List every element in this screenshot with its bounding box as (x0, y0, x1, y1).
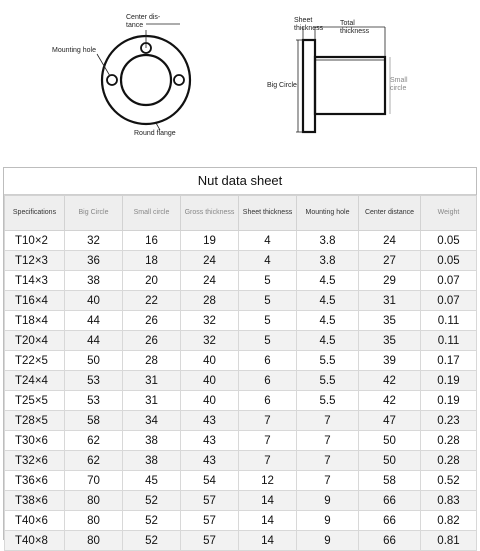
technical-drawings (0, 0, 480, 165)
spec-cell: T16×4 (5, 291, 65, 311)
value-cell: 0.11 (421, 311, 477, 331)
value-cell: 31 (359, 291, 421, 311)
value-cell: 4 (239, 251, 297, 271)
table-row (5, 511, 477, 531)
sheet-thickness-label: Sheet thickness (294, 17, 324, 32)
value-cell: 0.11 (421, 331, 477, 351)
sheet-title: Nut data sheet (4, 168, 476, 195)
value-cell: 32 (181, 331, 239, 351)
value-cell: 0.23 (421, 411, 477, 431)
value-cell: 7 (297, 471, 359, 491)
column-header: Big Circle (65, 196, 123, 231)
value-cell: 52 (123, 531, 181, 551)
table-row (5, 431, 477, 451)
spec-cell: T40×8 (5, 531, 65, 551)
value-cell: 4.5 (297, 331, 359, 351)
spec-cell: T32×6 (5, 451, 65, 471)
value-cell: 7 (297, 411, 359, 431)
table-row (5, 251, 477, 271)
value-cell: 27 (359, 251, 421, 271)
value-cell: 50 (359, 451, 421, 471)
center-distance-label: Center dis- tance (126, 14, 161, 29)
column-header: Mounting hole (297, 196, 359, 231)
value-cell: 43 (181, 451, 239, 471)
value-cell: 26 (123, 311, 181, 331)
value-cell: 5 (239, 311, 297, 331)
value-cell: 0.05 (421, 251, 477, 271)
value-cell: 53 (65, 391, 123, 411)
value-cell: 32 (65, 231, 123, 251)
mounting-hole-label: Mounting hole (52, 47, 96, 54)
nut-data-table (4, 195, 477, 551)
value-cell: 5 (239, 331, 297, 351)
total-thickness-label: Total thickness (340, 20, 370, 35)
front-view (97, 24, 190, 130)
mounting-hole-right (174, 75, 184, 85)
value-cell: 36 (65, 251, 123, 271)
round-flange-label: Round flange (134, 130, 176, 137)
spec-cell: T25×5 (5, 391, 65, 411)
spec-cell: T18×4 (5, 311, 65, 331)
value-cell: 0.19 (421, 371, 477, 391)
value-cell: 40 (181, 391, 239, 411)
value-cell: 43 (181, 431, 239, 451)
flange-body (315, 57, 385, 114)
flange-diagram-svg (0, 0, 480, 165)
value-cell: 0.17 (421, 351, 477, 371)
inner-bore-circle (121, 55, 171, 105)
mounting-hole-left (107, 75, 117, 85)
flange-plate (303, 40, 315, 132)
round-flange-leader (156, 123, 160, 130)
value-cell: 14 (239, 491, 297, 511)
value-cell: 14 (239, 531, 297, 551)
value-cell: 5.5 (297, 351, 359, 371)
value-cell: 0.28 (421, 451, 477, 471)
table-row (5, 471, 477, 491)
value-cell: 7 (239, 411, 297, 431)
value-cell: 0.07 (421, 271, 477, 291)
table-row (5, 271, 477, 291)
value-cell: 5 (239, 291, 297, 311)
value-cell: 22 (123, 291, 181, 311)
table-row (5, 451, 477, 471)
value-cell: 62 (65, 451, 123, 471)
value-cell: 42 (359, 391, 421, 411)
column-header: Weight (421, 196, 477, 231)
spec-cell: T24×4 (5, 371, 65, 391)
value-cell: 40 (65, 291, 123, 311)
table-row (5, 491, 477, 511)
spec-cell: T30×6 (5, 431, 65, 451)
value-cell: 57 (181, 491, 239, 511)
value-cell: 57 (181, 531, 239, 551)
spec-cell: T40×6 (5, 511, 65, 531)
value-cell: 0.28 (421, 431, 477, 451)
value-cell: 4.5 (297, 291, 359, 311)
table-row (5, 371, 477, 391)
value-cell: 0.81 (421, 531, 477, 551)
value-cell: 38 (123, 451, 181, 471)
column-header: Specifications (5, 196, 65, 231)
value-cell: 28 (181, 291, 239, 311)
value-cell: 43 (181, 411, 239, 431)
spec-cell: T12×3 (5, 251, 65, 271)
value-cell: 6 (239, 351, 297, 371)
value-cell: 24 (181, 271, 239, 291)
value-cell: 7 (297, 431, 359, 451)
value-cell: 0.19 (421, 391, 477, 411)
value-cell: 58 (359, 471, 421, 491)
spec-cell: T22×5 (5, 351, 65, 371)
nut-data-sheet (3, 167, 477, 547)
small-circle-label: Small circle (390, 77, 408, 92)
table-row (5, 531, 477, 551)
value-cell: 38 (123, 431, 181, 451)
spec-cell: T36×6 (5, 471, 65, 491)
value-cell: 24 (181, 251, 239, 271)
value-cell: 3.8 (297, 251, 359, 271)
value-cell: 66 (359, 531, 421, 551)
table-header-row (5, 196, 477, 231)
table-body (5, 231, 477, 551)
value-cell: 19 (181, 231, 239, 251)
value-cell: 80 (65, 531, 123, 551)
value-cell: 12 (239, 471, 297, 491)
value-cell: 9 (297, 531, 359, 551)
table-row (5, 331, 477, 351)
value-cell: 31 (123, 371, 181, 391)
column-header: Sheet thickness (239, 196, 297, 231)
value-cell: 54 (181, 471, 239, 491)
table-row (5, 231, 477, 251)
column-header: Small circle (123, 196, 181, 231)
value-cell: 16 (123, 231, 181, 251)
spec-cell: T14×3 (5, 271, 65, 291)
value-cell: 57 (181, 511, 239, 531)
value-cell: 26 (123, 331, 181, 351)
column-header: Gross thickness (181, 196, 239, 231)
value-cell: 66 (359, 491, 421, 511)
value-cell: 7 (239, 431, 297, 451)
column-header: Center distance (359, 196, 421, 231)
spec-cell: T10×2 (5, 231, 65, 251)
value-cell: 4 (239, 231, 297, 251)
value-cell: 62 (65, 431, 123, 451)
value-cell: 38 (65, 271, 123, 291)
value-cell: 52 (123, 511, 181, 531)
table-row (5, 411, 477, 431)
value-cell: 14 (239, 511, 297, 531)
value-cell: 0.07 (421, 291, 477, 311)
value-cell: 52 (123, 491, 181, 511)
value-cell: 40 (181, 351, 239, 371)
value-cell: 35 (359, 331, 421, 351)
value-cell: 6 (239, 391, 297, 411)
value-cell: 45 (123, 471, 181, 491)
value-cell: 58 (65, 411, 123, 431)
value-cell: 40 (181, 371, 239, 391)
value-cell: 34 (123, 411, 181, 431)
table-row (5, 391, 477, 411)
spec-cell: T20×4 (5, 331, 65, 351)
value-cell: 50 (359, 431, 421, 451)
value-cell: 42 (359, 371, 421, 391)
value-cell: 28 (123, 351, 181, 371)
table-row (5, 291, 477, 311)
value-cell: 5.5 (297, 391, 359, 411)
side-view (296, 27, 390, 132)
value-cell: 9 (297, 491, 359, 511)
table-row (5, 311, 477, 331)
value-cell: 5 (239, 271, 297, 291)
big-circle-label: Big Circle (267, 82, 297, 89)
value-cell: 32 (181, 311, 239, 331)
value-cell: 18 (123, 251, 181, 271)
outer-flange-circle (102, 36, 190, 124)
value-cell: 31 (123, 391, 181, 411)
value-cell: 4.5 (297, 311, 359, 331)
value-cell: 20 (123, 271, 181, 291)
value-cell: 0.05 (421, 231, 477, 251)
value-cell: 44 (65, 331, 123, 351)
value-cell: 39 (359, 351, 421, 371)
value-cell: 44 (65, 311, 123, 331)
value-cell: 24 (359, 231, 421, 251)
value-cell: 7 (239, 451, 297, 471)
value-cell: 0.83 (421, 491, 477, 511)
value-cell: 50 (65, 351, 123, 371)
value-cell: 70 (65, 471, 123, 491)
value-cell: 5.5 (297, 371, 359, 391)
value-cell: 6 (239, 371, 297, 391)
value-cell: 0.52 (421, 471, 477, 491)
value-cell: 80 (65, 511, 123, 531)
spec-cell: T38×6 (5, 491, 65, 511)
value-cell: 3.8 (297, 231, 359, 251)
table-row (5, 351, 477, 371)
value-cell: 9 (297, 511, 359, 531)
value-cell: 53 (65, 371, 123, 391)
value-cell: 47 (359, 411, 421, 431)
value-cell: 80 (65, 491, 123, 511)
value-cell: 35 (359, 311, 421, 331)
value-cell: 29 (359, 271, 421, 291)
value-cell: 66 (359, 511, 421, 531)
value-cell: 4.5 (297, 271, 359, 291)
value-cell: 7 (297, 451, 359, 471)
value-cell: 0.82 (421, 511, 477, 531)
spec-cell: T28×5 (5, 411, 65, 431)
